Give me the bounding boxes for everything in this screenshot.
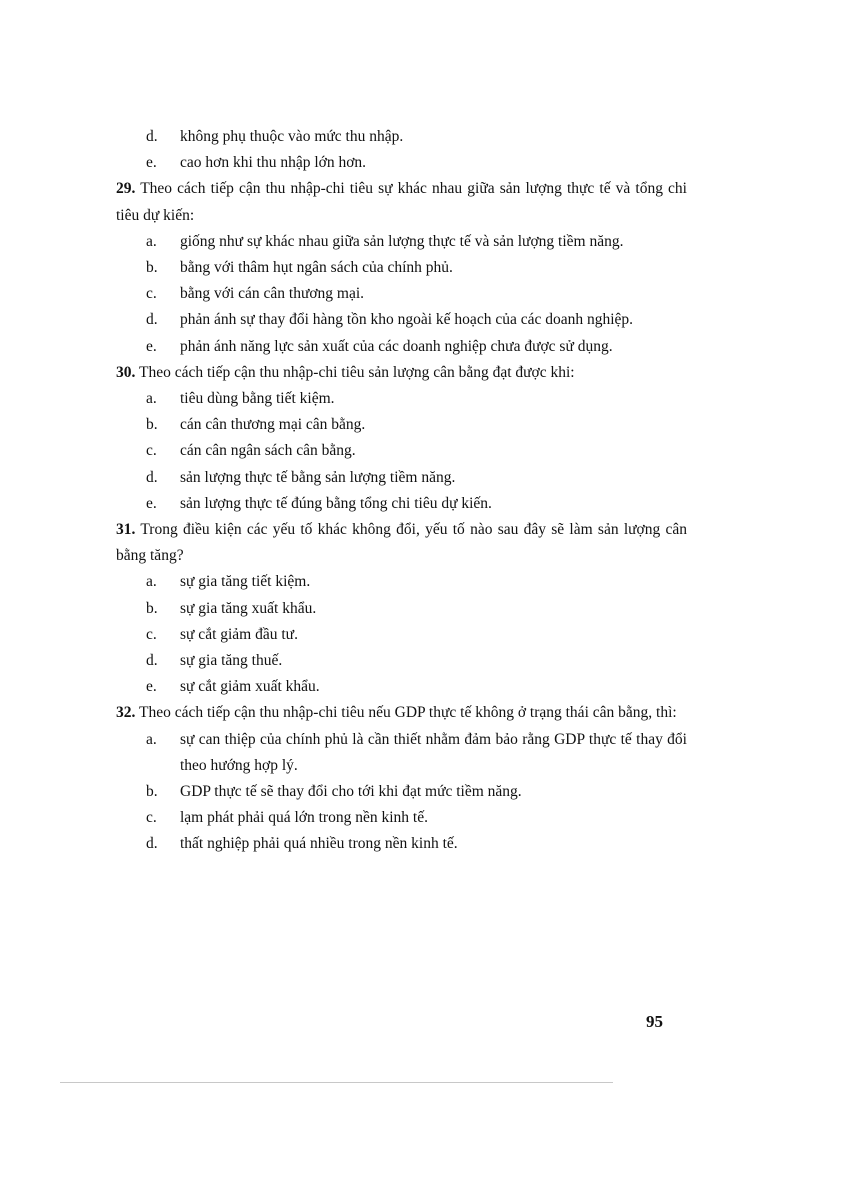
question-29 <box>116 176 687 228</box>
option-letter: e. <box>146 154 157 172</box>
option-item <box>116 229 687 255</box>
option-letter: c. <box>146 625 157 643</box>
option-letter: a. <box>146 232 157 250</box>
option-item <box>116 491 687 517</box>
option-letter: c. <box>146 442 157 460</box>
option-text: thất nghiệp phải quá nhiều trong nền kinh tế. <box>180 835 458 853</box>
option-text: sự can thiệp của chính phủ là cần thiết nhằm đảm bảo rằng GDP thực tế thay đổi theo hướng hợp lý. <box>180 730 687 774</box>
option-item <box>116 255 687 281</box>
question-text: Theo cách tiếp cận thu nhập-chi tiêu sản lượng cân bằng đạt được khi: <box>138 363 575 381</box>
option-letter: b. <box>146 599 158 617</box>
option-item <box>116 674 687 700</box>
option-item <box>116 307 687 333</box>
option-item <box>116 412 687 438</box>
option-item <box>116 124 687 150</box>
option-item <box>116 438 687 464</box>
option-letter: a. <box>146 390 157 408</box>
option-item <box>116 569 687 595</box>
question-text: Theo cách tiếp cận thu nhập-chi tiêu nếu GDP thực tế không ở trạng thái cân bằng, thì: <box>138 704 677 722</box>
option-letter: d. <box>146 468 158 486</box>
option-letter: b. <box>146 259 158 277</box>
option-letter: e. <box>146 494 157 512</box>
option-text: sự cắt giảm đầu tư. <box>180 625 298 643</box>
option-item <box>116 386 687 412</box>
question-30 <box>116 360 687 386</box>
page-number: 95 <box>646 1012 663 1031</box>
option-text: lạm phát phải quá lớn trong nền kinh tế. <box>180 809 428 827</box>
option-text: sự gia tăng thuế. <box>180 652 283 670</box>
option-letter: e. <box>146 337 157 355</box>
option-item <box>116 727 687 779</box>
option-text: sản lượng thực tế đúng bằng tổng chi tiêu dự kiến. <box>180 494 492 512</box>
option-letter: a. <box>146 573 157 591</box>
option-text: cán cân ngân sách cân bằng. <box>180 442 356 460</box>
option-item <box>116 805 687 831</box>
question-number: 32. <box>116 704 136 722</box>
option-item <box>116 779 687 805</box>
option-letter: d. <box>146 128 158 145</box>
question-number: 29. <box>116 180 136 198</box>
question-text: Trong điều kiện các yếu tố khác không đổi, yếu tố nào sau đây sẽ làm sản lượng cân bằng tăng? <box>116 521 687 565</box>
option-text: giống như sự khác nhau giữa sản lượng thực tế và sản lượng tiềm năng. <box>180 232 624 250</box>
option-item <box>116 281 687 307</box>
option-item <box>116 150 687 176</box>
option-letter: d. <box>146 652 158 670</box>
option-item <box>116 465 687 491</box>
option-item <box>116 622 687 648</box>
page-body <box>116 124 687 858</box>
question-number: 30. <box>116 363 136 381</box>
option-letter: c. <box>146 809 157 827</box>
option-text: bằng với cán cân thương mại. <box>180 285 365 303</box>
option-letter: e. <box>146 678 157 696</box>
option-text: sự gia tăng xuất khẩu. <box>180 599 317 617</box>
option-letter: a. <box>146 730 157 748</box>
option-letter: b. <box>146 416 158 434</box>
option-text: phản ánh năng lực sản xuất của các doanh nghiệp chưa được sử dụng. <box>180 337 613 355</box>
option-letter: d. <box>146 835 158 853</box>
option-text: sự gia tăng tiết kiệm. <box>180 573 311 591</box>
option-text: tiêu dùng bằng tiết kiệm. <box>180 390 335 408</box>
option-text: sự cắt giảm xuất khẩu. <box>180 678 320 696</box>
question-32 <box>116 700 687 726</box>
option-letter: b. <box>146 783 158 801</box>
option-letter: c. <box>146 285 157 303</box>
footer-divider <box>60 1082 613 1083</box>
option-text: GDP thực tế sẽ thay đổi cho tới khi đạt mức tiềm năng. <box>180 783 522 801</box>
option-text: sản lượng thực tế bằng sản lượng tiềm năng. <box>180 468 456 486</box>
option-letter: d. <box>146 311 158 329</box>
question-number: 31. <box>116 521 136 539</box>
option-item <box>116 831 687 857</box>
option-text: không phụ thuộc vào mức thu nhập. <box>180 128 404 145</box>
option-item <box>116 334 687 360</box>
option-text: cao hơn khi thu nhập lớn hơn. <box>180 154 367 172</box>
option-text: bằng với thâm hụt ngân sách của chính phủ. <box>180 259 453 277</box>
question-text: Theo cách tiếp cận thu nhập-chi tiêu sự khác nhau giữa sản lượng thực tế và tổng chi tiêu dự kiến: <box>116 180 687 224</box>
option-text: phản ánh sự thay đổi hàng tồn kho ngoài kế hoạch của các doanh nghiệp. <box>180 311 634 329</box>
option-item <box>116 596 687 622</box>
question-31 <box>116 517 687 569</box>
option-text: cán cân thương mại cân bằng. <box>180 416 366 434</box>
option-item <box>116 648 687 674</box>
